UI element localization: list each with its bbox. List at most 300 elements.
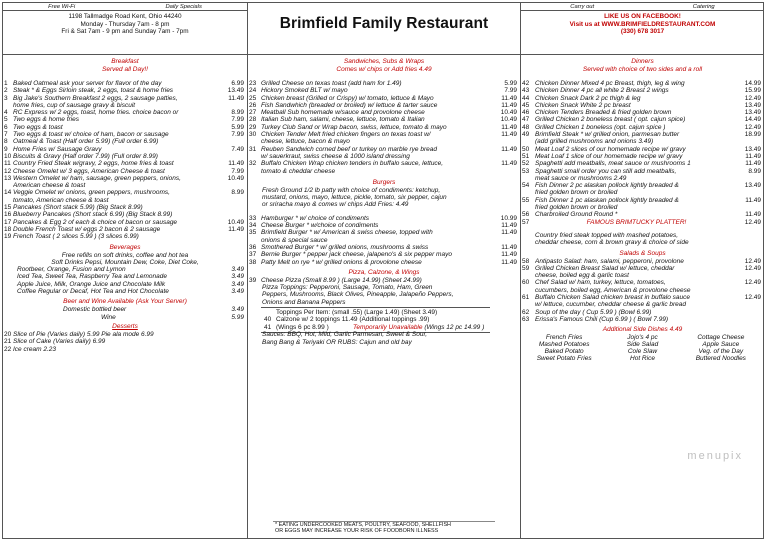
menu-item — [248, 229, 520, 236]
famous-platter — [521, 219, 764, 226]
item-number: 14 — [4, 189, 12, 197]
item-number: 41 — [264, 323, 272, 331]
item-number: 27 — [249, 109, 257, 117]
column-dinners — [521, 55, 764, 538]
item-number: 36 — [249, 243, 257, 251]
item-name: Biscuits & Gravy (Half order 7.99) (Full order 8.99) — [13, 152, 158, 160]
website: Visit us at WWW.BRIMFIELDRESTAURANT.COM — [569, 20, 716, 28]
item-price: 5.99 — [231, 123, 244, 131]
famous-num: 57 — [522, 218, 530, 226]
item-number — [248, 168, 261, 175]
item-price: 13.49 — [227, 87, 244, 95]
beverage-list — [3, 273, 247, 295]
item-number: 13 — [4, 174, 12, 182]
item-name: Soup of the day ( Cup 5.99 ) (Bowl 6.99) — [535, 308, 652, 316]
item-number — [248, 237, 261, 244]
beverage-name: Coffee Regular or Decaf, Hot Tea and Hot Chocolate — [17, 288, 169, 296]
item-price — [221, 102, 247, 109]
item-name: Double French Toast w/ eggs 2 bacon & 2 sausage — [13, 225, 161, 233]
menu-item — [3, 204, 247, 211]
address: 1198 Tallmadge Road Kent, Ohio 44240 — [68, 13, 182, 20]
free-wifi: Free Wi-Fi — [48, 4, 76, 10]
menu-item — [521, 316, 764, 323]
item-price: 12.49 — [744, 94, 761, 102]
item-number — [3, 102, 13, 109]
famous-name: FAMOUS BRIMTUCKY PLATTER! — [586, 218, 687, 226]
item-price: 5.99 — [504, 80, 517, 87]
item-number: 42 — [522, 80, 530, 87]
item-number — [248, 153, 261, 160]
item-price — [221, 331, 247, 338]
item-price: 11.49 — [501, 243, 517, 251]
item-price: 7.99 — [231, 131, 244, 139]
item-number — [521, 189, 535, 196]
menu-item — [521, 138, 764, 145]
menu-item — [521, 116, 764, 123]
item-price — [494, 138, 520, 145]
item-price: 7.99 — [231, 167, 244, 175]
item-name: Cheese Burger * w/choice of condiments — [261, 222, 379, 230]
item-number: 20 — [4, 330, 12, 338]
menu-item — [3, 189, 247, 196]
item-price — [221, 338, 247, 345]
menu-item — [248, 237, 520, 244]
phone-number: (330) 678 3017 — [620, 28, 665, 36]
item-price — [494, 168, 520, 175]
item-name: Bernie Burger * pepper jack cheese, jalapeno's & six pepper mayo — [261, 251, 452, 259]
item-number: 7 — [4, 131, 8, 139]
item-name: cheese, lettuce, bacon & mayo — [261, 138, 350, 146]
dinner-list — [521, 80, 764, 219]
item-price: 10.49 — [227, 174, 244, 182]
item-price — [738, 138, 764, 145]
item-number — [521, 287, 535, 294]
item-price: 11.49 — [501, 160, 517, 168]
item-name: Italian Sub ham, salami, cheese, lettuce, tomato & Italian — [261, 116, 425, 124]
menu-item — [248, 109, 520, 116]
item-price: 10.49 — [227, 218, 244, 226]
side-dish: Jojo's 4 pc — [627, 334, 658, 342]
item-name: home fries, cup of sausage gravy & biscuit — [13, 101, 136, 109]
item-name: Chicken breast (Grilled or Crispy) w/ tomato, lettuce & Mayo — [261, 94, 434, 102]
menu-item — [248, 222, 520, 229]
item-price: 10.99 — [500, 214, 517, 222]
sides-grid — [521, 334, 764, 362]
item-number: 30 — [249, 131, 257, 139]
soft-drinks: Soft Drinks Pepsi, Mountain Dew, Coke, Diet Coke, — [51, 258, 199, 266]
menu-item — [521, 102, 764, 109]
menu-item — [521, 279, 764, 286]
burgers-desc-3: or sriracha mayo & comes w/ chips Add Fries: 4.49 — [262, 201, 409, 209]
item-name: Smothered Burger * w/ grilled onions, mushrooms & swiss — [261, 243, 429, 251]
item-number: 44 — [522, 94, 530, 102]
item-number: 59 — [522, 264, 530, 272]
item-name: Cheese Omelet w/ 3 eggs, American Cheese & toast — [13, 167, 165, 175]
menu-item — [248, 215, 520, 222]
item-price — [738, 272, 764, 279]
item-number: 25 — [249, 94, 257, 102]
item-number: 47 — [522, 116, 530, 124]
pizza-toppings-1: Pizza Toppings: Pepperoni, Sausage, Tomato, Ham, Green — [262, 284, 433, 292]
item-price — [738, 287, 764, 294]
item-number: 21 — [4, 338, 12, 346]
menu-item — [248, 138, 520, 145]
item-number: 4 — [4, 109, 8, 117]
beverage-price: 3.49 — [231, 273, 244, 281]
menu-item — [248, 244, 520, 251]
burgers-desc-1: Fresh Ground 1/2 lb patty with choice of condiments: ketchup, — [262, 186, 441, 194]
item-name: Chicken Snack Dark 2 pc thigh & leg — [535, 94, 641, 102]
item-name: Hickory Smoked BLT w/ mayo — [261, 87, 348, 95]
item-price — [221, 197, 247, 204]
menu-item — [3, 102, 247, 109]
menu-item — [3, 226, 247, 233]
item-number: 17 — [4, 218, 12, 226]
side-dish: French Fries — [545, 334, 583, 342]
item-number: 2 — [4, 87, 8, 95]
beverage-row — [3, 273, 247, 280]
menu-item — [521, 175, 764, 182]
item-number: 54 — [522, 182, 530, 190]
menu-item — [248, 95, 520, 102]
item-price — [462, 316, 488, 323]
item-number: 45 — [522, 101, 530, 109]
item-number: 34 — [249, 222, 257, 230]
item-price — [221, 211, 247, 218]
item-price — [494, 277, 520, 284]
item-name: Fish Dinner 1 pc alaskan pollock lightly breaded & — [535, 196, 679, 204]
menu-item — [521, 189, 764, 196]
daily-specials: Daily Specials — [165, 4, 202, 10]
menu-item — [3, 116, 247, 123]
sandwiches-subtitle: Comes w/ chips or Add fries 4.49 — [336, 66, 432, 73]
item-name: Chef Salad w/ ham, turkey, lettuce, tomatoes, — [535, 279, 666, 287]
watermark: menupix — [687, 450, 743, 462]
item-name: Slice of Pie (Varies daily) 5.99 Pie ala mode 6.99 — [13, 330, 154, 338]
menu-item — [521, 309, 764, 316]
item-name: Slice of Cake (Varies daily) 6.99 — [13, 338, 106, 346]
beer-price: 3.49 — [231, 306, 244, 314]
item-number: 63 — [522, 315, 530, 323]
carry-out: Carry out — [570, 4, 595, 10]
item-price — [738, 175, 764, 182]
item-number: 51 — [522, 152, 530, 160]
item-name: w/ lettuce, cucumber, cheddar cheese & garlic bread — [535, 301, 687, 309]
beverage-name: Apple Juice, Milk, Orange Juice and Chocolate Milk — [17, 280, 166, 288]
item-number: 33 — [249, 214, 257, 222]
item-price: 12.49 — [744, 264, 761, 272]
item-price: 13.49 — [744, 109, 761, 117]
item-number: 24 — [249, 87, 257, 95]
item-name: Home Fries w/ Sausage Gravy — [13, 145, 102, 153]
dessert-list — [3, 331, 247, 353]
side-dish: Side Salad — [626, 341, 659, 349]
menu-item — [3, 219, 247, 226]
item-number: 35 — [249, 229, 257, 237]
item-name: fried golden brown or broiled — [535, 204, 618, 212]
item-number: 39 — [249, 276, 257, 284]
item-price: 10.49 — [500, 109, 517, 117]
item-name: American cheese & toast — [13, 182, 86, 190]
item-price — [221, 233, 247, 240]
item-name: Grilled Chicken 2 boneless breast ( opt. cajun spice) — [535, 116, 686, 124]
item-number: 15 — [4, 204, 12, 212]
item-price — [221, 346, 247, 353]
pizza-toppings-2: Peppers, Mushrooms, Black Olives, Pineapple, Jalapeño Peppers, — [262, 291, 454, 299]
menu-item — [263, 309, 488, 316]
item-number: 53 — [522, 167, 530, 175]
item-number: 58 — [522, 257, 530, 265]
item-name: Hamburger * w/ choice of condiments — [261, 214, 370, 222]
item-name: Ice cream 2.23 — [13, 345, 56, 353]
hours-weekend: Fri & Sat 7am - 9 pm and Sunday 7am - 7pm — [61, 28, 189, 36]
item-number: 11 — [4, 160, 11, 168]
item-price — [738, 301, 764, 308]
item-price: 13.49 — [744, 145, 761, 153]
item-name: onions & special sauce — [261, 236, 328, 244]
breakfast-title: Breakfast — [111, 58, 139, 65]
item-price: 11.49 — [501, 131, 517, 139]
item-price — [221, 204, 247, 211]
item-name: Buffalo Chicken Salad chicken breast in buffalo sauce — [535, 294, 691, 302]
side-dish: Baked Potato — [544, 348, 584, 356]
item-price — [494, 237, 520, 244]
menu-item — [521, 182, 764, 189]
side-dish: Buttered Noodles — [695, 355, 746, 363]
menu-item — [521, 258, 764, 265]
menu-item — [248, 102, 520, 109]
item-number: 28 — [249, 116, 257, 124]
item-number — [263, 309, 276, 316]
item-name: Chicken Tender Melt fried chicken fingers on texas toast w/ — [261, 131, 431, 139]
item-price: 11.49 — [501, 251, 517, 259]
item-price: 11.49 — [501, 101, 517, 109]
item-price: 11.49 — [501, 94, 517, 102]
side-dish: Hot Rice — [630, 355, 655, 363]
item-number — [3, 197, 13, 204]
hours-weekday: Monday - Thursday 7am - 8 pm — [80, 20, 170, 28]
item-name: Fish Sandwhich (breaded or broiled) w/ lettuce & tarter sauce — [261, 101, 438, 109]
menu-item — [521, 294, 764, 301]
item-number — [521, 272, 535, 279]
item-number: 3 — [4, 94, 8, 102]
item-name: Antipasto Salad: ham, salami, pepperoni, provolone — [535, 257, 684, 265]
item-name: Spaghetti small order you can still add meatballs, — [535, 167, 677, 175]
side-dish: Veg. of the Day — [698, 348, 744, 356]
item-price: 11.49 — [501, 123, 517, 131]
item-name: Charbroiled Ground Round * — [535, 211, 618, 219]
item-number: 49 — [522, 131, 530, 139]
famous-price: 12.49 — [744, 218, 761, 226]
item-name: Erissa's Famous Chili (Cup 6.99 ) ( Bowl 7.99) — [535, 315, 669, 323]
menu-item — [248, 146, 520, 153]
item-number: 56 — [522, 211, 530, 219]
header-right — [521, 3, 764, 55]
warning-2: OR EGGS MAY INCREASE YOUR RISK OF FOODBORN ILLNESS — [275, 527, 439, 534]
menu-item — [3, 197, 247, 204]
menu-item — [521, 211, 764, 218]
menu-item — [521, 87, 764, 94]
pizza-title: Pizza, Calzone, & Wings — [348, 268, 420, 276]
item-name: Veggie Omelet w/ onions, green peppers, mushrooms, — [13, 189, 170, 197]
item-price: 7.49 — [231, 145, 244, 153]
wine-price: 5.99 — [231, 313, 244, 321]
item-name: meat sauce or mushrooms 2.49 — [535, 174, 627, 182]
item-number: 55 — [522, 196, 530, 204]
side-dish: Cole Slaw — [627, 348, 658, 356]
item-number — [521, 301, 535, 308]
menu-item — [521, 146, 764, 153]
column-sandwiches — [248, 55, 521, 538]
item-name: Country Fried Steak w/gravy, 2 eggs, home fries & toast — [13, 160, 174, 168]
item-price: 8.99 — [231, 109, 244, 117]
item-name: Chicken Dinner Mixed 4 pc Breast, thigh, leg & wing — [535, 80, 685, 87]
beverages-title: Beverages — [109, 243, 141, 251]
item-price: 11.49 — [228, 94, 244, 102]
item-number: 22 — [4, 345, 12, 353]
item-price: 18.99 — [744, 131, 761, 139]
salad-list — [521, 258, 764, 324]
item-number: 19 — [4, 233, 12, 241]
item-price: 8.99 — [748, 167, 761, 175]
item-number: 40 — [264, 316, 272, 324]
menu-item — [3, 233, 247, 240]
menu-item — [3, 80, 247, 87]
item-name: Spaghetti add meatballs, meat sauce or mushrooms 1 — [535, 160, 691, 168]
item-name: Patty Melt on rye * w/ grilled onions & provolone cheese — [261, 258, 422, 266]
soft-drinks-2: Rootbeer, Orange, Fusion and Lymon — [17, 266, 126, 274]
burger-list — [248, 215, 520, 266]
item-number: 18 — [4, 225, 12, 233]
beer: Domestic bottled beer — [63, 306, 127, 314]
menu-item — [248, 259, 520, 266]
item-name: w/ sauerkraut, swiss cheese & 1000 island dressing — [261, 152, 410, 160]
header-left — [3, 3, 248, 55]
item-name: Two eggs & toast w/ choice of ham, bacon or sausage — [13, 131, 169, 139]
item-name: Big Jake's Southern Breakfast 2 eggs, 2 sausage patties, — [13, 94, 178, 102]
menu-item — [521, 109, 764, 116]
item-number: 38 — [249, 258, 257, 266]
warning-1: * EATING UNDERCOOKED MEATS, POULTRY, SEAFOOD, SHELLFISH — [275, 521, 451, 528]
restaurant-title: Brimfield Family Restaurant — [279, 15, 489, 32]
menu-item — [3, 153, 247, 160]
menu-item — [521, 265, 764, 272]
item-name: Oatmeal & Toast (Half order 5.99) (Full order 6.99) — [13, 138, 159, 146]
item-price: 12.49 — [744, 123, 761, 131]
catering: Catering — [692, 4, 715, 10]
item-price — [738, 316, 764, 323]
menu-item — [3, 138, 247, 145]
header-middle — [248, 3, 521, 55]
item-number: 52 — [522, 160, 530, 168]
beverage-price: 3.49 — [231, 288, 244, 296]
menu-item — [521, 287, 764, 294]
item-number: 1 — [4, 80, 8, 87]
item-name: French Toast ( 2 slices 5.99 ) (3 slices 6.99) — [13, 233, 139, 241]
menu-item — [3, 109, 247, 116]
wings-12: (Wings 12 pc 14.99 ) — [424, 323, 485, 331]
beverage-price: 3.49 — [231, 280, 244, 288]
menu-item — [3, 168, 247, 175]
item-name: Steak * & Eggs Sirloin steak, 2 eggs, toast & home fries — [13, 87, 174, 95]
item-price: 7.99 — [231, 116, 244, 124]
menu-item — [521, 301, 764, 308]
item-name: Chicken Tenders Breaded & fried golden brown — [535, 109, 672, 117]
menu-item — [3, 131, 247, 138]
item-number: 48 — [522, 123, 530, 131]
item-name: Pancakes & Egg 2 of each & choice of bacon or sausage — [13, 218, 178, 226]
item-price: 10.49 — [500, 116, 517, 124]
item-price: 11.49 — [501, 229, 517, 237]
menu-item — [3, 87, 247, 94]
soft-drinks-price: 3.49 — [231, 266, 244, 274]
menu-item — [263, 316, 488, 323]
menu-item — [3, 346, 247, 353]
menu-item — [521, 80, 764, 87]
item-number: 46 — [522, 109, 530, 117]
item-number: 10 — [4, 152, 12, 160]
item-name: Pancakes (Short stack 5.99) (Big Stack 8.99) — [13, 204, 143, 212]
item-name: Chicken Snack White 2 pc breast — [535, 101, 631, 109]
beverage-row — [3, 288, 247, 295]
menu-item — [3, 338, 247, 345]
sandwiches-title: Sandwiches, Subs & Wraps — [343, 58, 425, 65]
item-price: 11.49 — [745, 152, 761, 160]
item-name: Fish Dinner 2 pc alaskan pollock lightly breaded & — [535, 182, 679, 190]
menu-item — [521, 95, 764, 102]
item-name: Calzone w/ 2 toppings 11.49 (Additional toppings .99) — [276, 316, 430, 324]
item-number: 12 — [4, 167, 12, 175]
item-number — [521, 175, 535, 182]
item-name: tomato, American cheese & toast — [13, 196, 109, 204]
breakfast-subtitle: Served all Day!! — [102, 66, 148, 73]
menu-item — [3, 211, 247, 218]
item-name: Baked Oatmeal ask your server for flavor of the day — [13, 80, 162, 87]
facebook-notice: LIKE US ON FACEBOOK! — [604, 13, 681, 20]
menu-item — [248, 153, 520, 160]
item-price: 12.49 — [744, 294, 761, 302]
sauces-2: Bang Bang & Teriyaki OR RUBS: Cajun and old bay — [262, 338, 412, 346]
side-dish: Apple Sauce — [702, 341, 740, 349]
item-name: Grilled Cheese on texas toast (add ham for 1.49) — [261, 80, 402, 87]
menu-item — [248, 87, 520, 94]
item-number: 29 — [249, 123, 257, 131]
item-number — [3, 182, 13, 189]
breakfast-list — [3, 80, 247, 241]
item-number: 43 — [522, 87, 530, 95]
item-price: 11.49 — [501, 145, 517, 153]
item-price — [221, 182, 247, 189]
item-name: Brimfield Steak * w/ grilled onion, parmesan butter — [535, 131, 680, 139]
item-name: Meat Loaf 1 slice of our homemade recipe w/ gravy — [535, 152, 683, 160]
item-price: 11.49 — [745, 196, 761, 204]
column-breakfast — [3, 55, 248, 538]
menu-item — [521, 197, 764, 204]
item-number: 32 — [249, 160, 257, 168]
item-number: 26 — [249, 101, 257, 109]
dinners-title: Dinners — [631, 58, 654, 65]
menu-item — [3, 175, 247, 182]
item-name: Grilled Chicken 1 boneless (opt. cajun spice ) — [535, 123, 666, 131]
menu-item — [521, 131, 764, 138]
item-number: 23 — [249, 80, 257, 87]
burgers-desc-2: mustard, onions, mayo, lettuce, pickle, tomato, six pepper, cajun — [262, 194, 447, 202]
menu-item — [521, 160, 764, 167]
beverage-name: Iced Tea, Sweet Tea, Raspberry Tea and Lemonade — [17, 273, 167, 281]
item-price: 12.49 — [744, 279, 761, 287]
menu-item — [3, 146, 247, 153]
item-number: 16 — [4, 211, 12, 219]
